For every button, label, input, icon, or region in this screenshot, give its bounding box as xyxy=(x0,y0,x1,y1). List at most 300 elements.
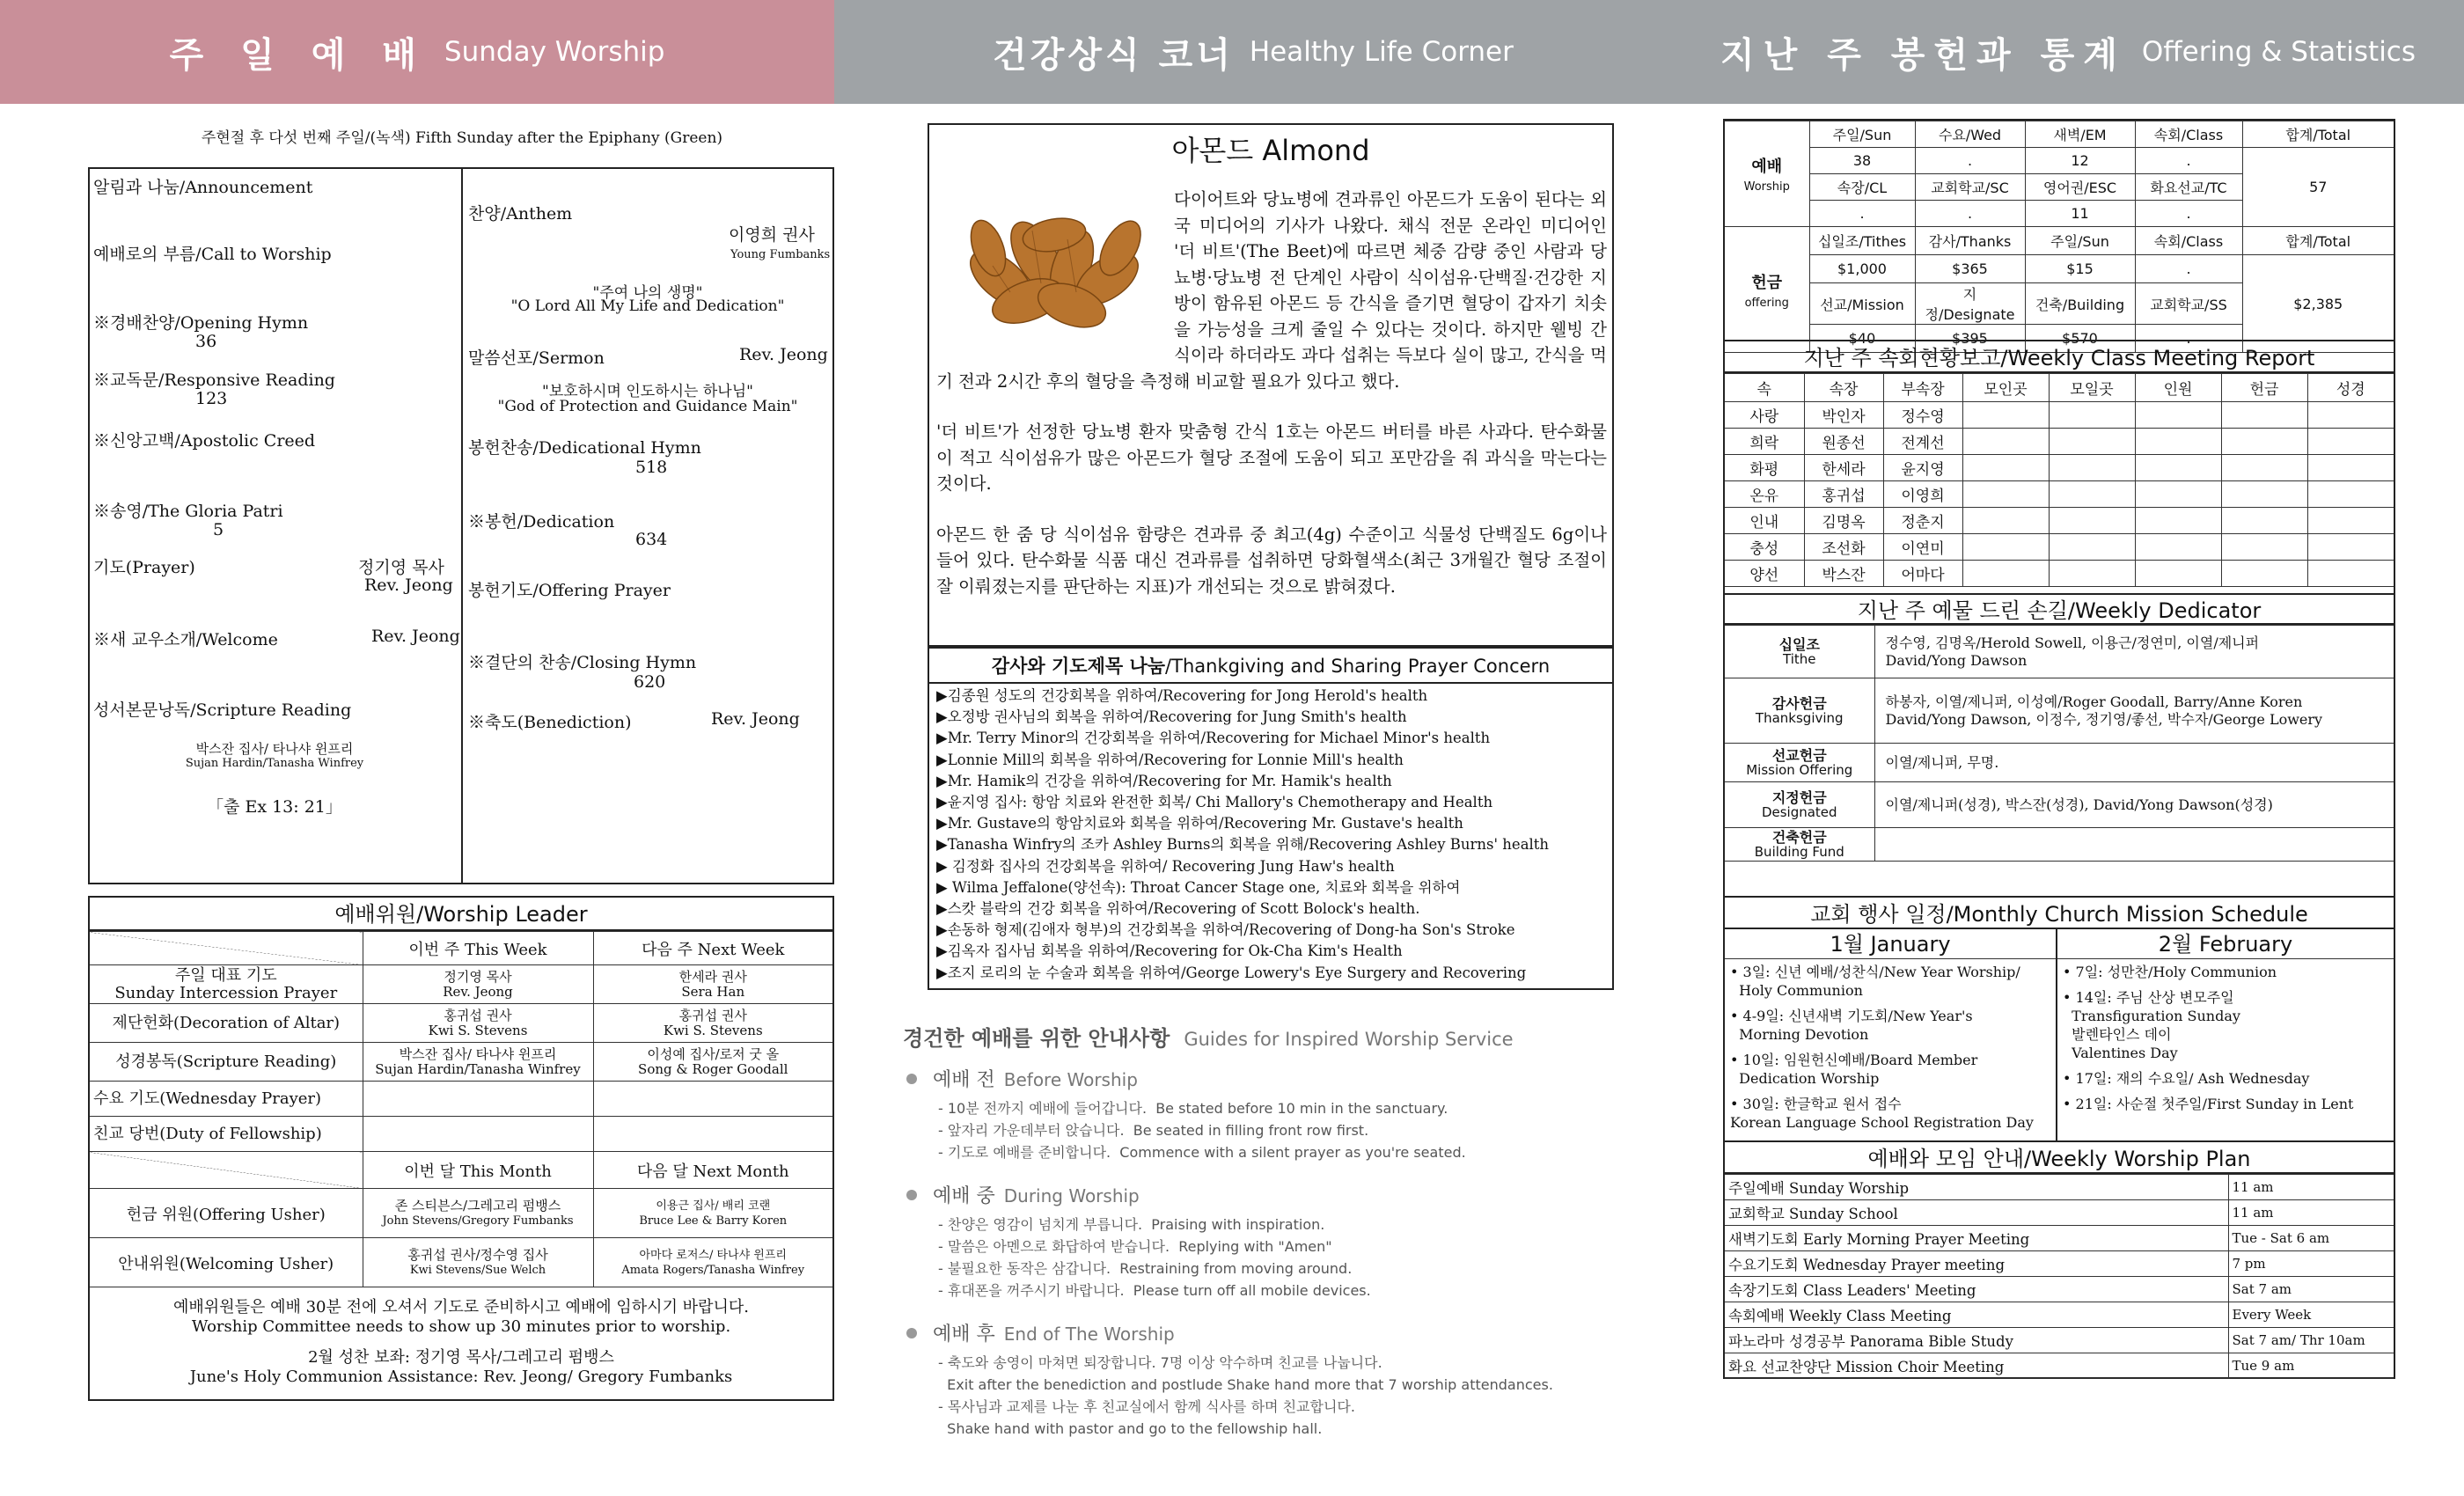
off-head-thanks: 감사/Thanks xyxy=(1915,227,2025,255)
schedule-body xyxy=(1725,929,2394,1140)
leader-name-ko: 정기영 목사 xyxy=(444,968,512,985)
class-cell xyxy=(2049,534,2135,561)
att-val-cl: . xyxy=(1809,201,1915,227)
off-head-designate: 지정/Designate xyxy=(1915,283,2025,325)
att-head-class: 속회/Class xyxy=(2135,121,2242,148)
prayer-item: ▶조지 로리의 눈 수술과 회복을 위하여/George Lowery's Eye Surgery and Recovering xyxy=(936,964,1527,981)
header-healthy-life xyxy=(834,0,1672,104)
usher-name-en: Kwi Stevens/Sue Welch xyxy=(409,1263,546,1277)
class-cell: 정수영 xyxy=(1883,402,1962,429)
plan-time: Tue 9 am xyxy=(2228,1353,2394,1379)
image-spacer xyxy=(936,187,1174,354)
usher-name-ko: 이용근 집사/ 배리 코랜 xyxy=(656,1199,771,1213)
leader-name-en: Kwi S. Stevens xyxy=(663,1022,763,1038)
leader-this-week xyxy=(363,1004,593,1043)
class-cell xyxy=(2221,455,2307,481)
class-cell xyxy=(2307,429,2394,455)
att-head-esc: 영어권/ESC xyxy=(2025,174,2135,201)
usher-row xyxy=(90,1189,832,1238)
schedule-item: • 14일: 주님 산상 변모주일 Transfiguration Sunday 발렌타인스 데이 Valentines Day xyxy=(2063,989,2240,1061)
off-val-sun: $15 xyxy=(2025,255,2135,283)
plan-row xyxy=(1725,1251,2394,1277)
class-row xyxy=(1725,561,2394,587)
dedication-hymn-number: 518 xyxy=(635,458,668,477)
dedicator-row xyxy=(1725,744,2394,782)
plan-row xyxy=(1725,1328,2394,1353)
leader-row xyxy=(90,1117,832,1152)
dedicator-row xyxy=(1725,626,2394,678)
class-cell: 원종선 xyxy=(1804,429,1883,455)
call-to-worship: 예배로의 부름/Call to Worship xyxy=(93,245,332,264)
att-head-total: 합계/Total xyxy=(2242,121,2394,148)
header-title-en: Healthy Life Corner xyxy=(1249,36,1514,68)
class-cell xyxy=(1962,508,2049,534)
plan-time: Tue - Sat 6 am xyxy=(2228,1226,2394,1251)
prayer: 기도(Prayer) xyxy=(93,558,195,577)
class-cell: 어마다 xyxy=(1883,561,1962,587)
welcome: ※새 교우소개/Welcome xyxy=(93,630,278,649)
leader-next-week xyxy=(593,1043,832,1082)
plan-time: Sat 7 am xyxy=(2228,1277,2394,1302)
class-row xyxy=(1725,455,2394,481)
att-val-sun: 38 xyxy=(1809,148,1915,174)
class-cell: 이연미 xyxy=(1883,534,1962,561)
dedicator-category-ko: 감사헌금 xyxy=(1771,694,1827,712)
class-cell xyxy=(1962,534,2049,561)
guide-line: - 말씀은 아멘으로 화답하여 받습니다. Replying with "Amen" xyxy=(938,1238,1332,1255)
usher-role: 안내위원(Welcoming Usher) xyxy=(90,1238,363,1287)
att-val-sc: . xyxy=(1915,201,2025,227)
guides-title xyxy=(903,1021,1514,1052)
plan-time: 11 am xyxy=(2228,1200,2394,1226)
benediction: ※축도(Benediction) xyxy=(468,713,632,732)
class-cell xyxy=(1962,455,2049,481)
class-report-title: 지난 주 속회현황보고/Weekly Class Meeting Report xyxy=(1725,340,2394,373)
off-val-tithes: $1,000 xyxy=(1809,255,1915,283)
bullet-dot-icon xyxy=(906,1074,917,1084)
plan-row xyxy=(1725,1353,2394,1379)
guide-line: Shake hand with pastor and go to the fellowship hall. xyxy=(938,1420,1323,1437)
anthem-leader-ko: 이영희 권사 xyxy=(729,225,815,245)
col-next-month: 다음 달 Next Month xyxy=(593,1152,832,1189)
guide-line: - 불필요한 동작은 삼갑니다. Restraining from moving around. xyxy=(938,1260,1353,1277)
plan-time: 11 am xyxy=(2228,1175,2394,1200)
guides-title-ko: 경건한 예배를 위한 안내사항 xyxy=(903,1026,1170,1051)
class-header-cell: 헌금 xyxy=(2221,374,2307,402)
att-head-cl: 속장/CL xyxy=(1809,174,1915,201)
scripture-readers-en: Sujan Hardin/Tanasha Winfrey xyxy=(185,757,364,770)
guide-line: - 찬양은 영감이 넘치게 부릅니다. Praising with inspiration. xyxy=(938,1216,1325,1233)
worship-order-box xyxy=(88,167,834,884)
leader-role: 제단헌화(Decoration of Altar) xyxy=(90,1004,363,1043)
leader-name-en: Sujan Hardin/Tanasha Winfrey xyxy=(375,1060,581,1077)
leader-role: 주일 대표 기도 Sunday Intercession Prayer xyxy=(90,965,363,1004)
schedule-item: • 17일: 재의 수요일/ Ash Wednesday xyxy=(2063,1070,2310,1087)
header-title-en: Sunday Worship xyxy=(444,36,665,68)
plan-event: 속장기도회 Class Leaders' Meeting xyxy=(1725,1277,2228,1302)
class-cell: 이영희 xyxy=(1883,481,1962,508)
anthem-title-ko: "주여 나의 생명" xyxy=(592,284,703,302)
class-row xyxy=(1725,429,2394,455)
leader-name-ko: 박스잔 집사/ 타나샤 윈프리 xyxy=(399,1045,557,1062)
leader-this-week xyxy=(363,1043,593,1082)
communion-note-en: June's Holy Communion Assistance: Rev. Jeong/ Gregory Fumbanks xyxy=(189,1368,733,1386)
class-cell: 온유 xyxy=(1725,481,1804,508)
dedicator-category-en: Tithe xyxy=(1783,650,1816,667)
class-cell xyxy=(2049,508,2135,534)
leader-name-en: Rev. Jeong xyxy=(443,983,513,1000)
schedule-item: • 30일: 한글학교 원서 접수 Korean Language School Registration Day xyxy=(1730,1096,2034,1131)
prayer-item: ▶Mr. Hamik의 건강을 위하여/Recovering for Mr. Hamik's health xyxy=(936,772,1392,789)
dedicator-category-ko: 십일조 xyxy=(1778,635,1820,653)
class-cell xyxy=(2049,561,2135,587)
dedicator-category xyxy=(1725,828,1874,862)
schedule-item: • 3일: 신년 예배/성찬식/New Year Worship/ Holy Communion xyxy=(1730,964,2020,999)
opening-hymn-number: 36 xyxy=(195,332,217,351)
prayer-item: ▶손동하 형제(김애자 형부)의 건강회복을 위하여/Recovering of Dong-ha Son's Stroke xyxy=(936,921,1515,939)
off-total: $2,385 xyxy=(2242,255,2394,353)
welcome-by: Rev. Jeong xyxy=(371,627,460,646)
plan-time: 7 pm xyxy=(2228,1251,2394,1277)
guide-heading-en: During Worship xyxy=(1003,1185,1140,1206)
class-cell xyxy=(2049,455,2135,481)
class-cell xyxy=(1962,481,2049,508)
leader-this-week xyxy=(363,965,593,1004)
class-header-cell: 인원 xyxy=(2135,374,2221,402)
anthem-title-en: "O Lord All My Life and Dedication" xyxy=(510,297,785,315)
scripture-reading: 성서본문낭독/Scripture Reading xyxy=(93,700,352,720)
dedicator-category xyxy=(1725,626,1874,678)
plan-event: 주일예배 Sunday Worship xyxy=(1725,1175,2228,1200)
almond-paragraph-2: '더 비트'가 선정한 당뇨병 환자 맞춤형 간식 1호는 아몬드 버터를 바른 사과다. 탄수화물이 적고 식이섬유가 많은 아몬드가 혈당 조절에 도움이 되고 포만감을 줘 과식을 막는다는 것이다. xyxy=(936,422,1607,494)
almond-paragraph-3: 아몬드 한 줌 당 식이섬유 함량은 견과류 중 최고(4g) 수준이고 식물성 단백질도 6g이나 들어 있다. 탄수화물 식품 대신 견과류를 섭취하면 당화혈색소(최근 3개월간 혈당 조절이 잘 이뤄졌는지를 판단하는 지표)가 개선되는 것으로 밝혀졌다. xyxy=(936,524,1607,597)
dedicator-row xyxy=(1725,678,2394,744)
class-cell xyxy=(1962,429,2049,455)
prayer-item: ▶ Wilma Jeffalone(양선속): Throat Cancer Stage one, 치료와 회복을 위하여 xyxy=(936,878,1461,896)
apostolic-creed: ※신앙고백/Apostolic Creed xyxy=(93,431,316,451)
leader-note-en: Worship Committee needs to show up 30 minutes prior to worship. xyxy=(191,1317,731,1336)
offering-prayer: 봉헌기도/Offering Prayer xyxy=(468,581,671,600)
attendance-offering-table xyxy=(1725,121,2394,353)
dedicator-table xyxy=(1725,625,2394,862)
guide-heading-en: Before Worship xyxy=(1003,1069,1138,1090)
dedicator-names: 하봉자, 이열/제니퍼, 이성예/Roger Goodall, Barry/Anne Koren David/Yong Dawson, 이정수, 정기영/좋선, 박수자/George Lowery xyxy=(1874,678,2394,744)
class-cell xyxy=(2307,481,2394,508)
att-val-wed: . xyxy=(1915,148,2025,174)
dedicator-names: 정수영, 김명옥/Herold Sowell, 이용근/정연미, 이열/제니퍼 David/Yong Dawson xyxy=(1874,626,2394,678)
guide-heading xyxy=(903,1181,1660,1208)
dedicator-names xyxy=(1874,828,2394,862)
plan-row xyxy=(1725,1277,2394,1302)
header-title-ko: 건강상식 코너 xyxy=(993,34,1234,76)
dedicator-title: 지난 주 예물 드린 손길/Weekly Dedicator xyxy=(1725,593,2394,625)
usher-name-en: John Stevens/Gregory Fumbanks xyxy=(382,1214,574,1228)
worship-leader-title: 예배위원/Worship Leader xyxy=(90,898,832,931)
schedule-item: • 21일: 사순절 첫주일/First Sunday in Lent xyxy=(2063,1096,2354,1112)
plan-event: 파노라마 성경공부 Panorama Bible Study xyxy=(1725,1328,2228,1353)
att-val-tc: . xyxy=(2135,201,2242,227)
class-cell xyxy=(2221,508,2307,534)
att-val-class: . xyxy=(2135,148,2242,174)
prayer-leader-en: Rev. Jeong xyxy=(364,576,453,595)
gloria-patri: ※송영/The Gloria Patri xyxy=(93,502,283,521)
schedule-item: • 7일: 성만찬/Holy Communion xyxy=(2063,964,2277,980)
off-head-ss: 교회학교/SS xyxy=(2135,283,2242,325)
dedicator-category-en: Thanksgiving xyxy=(1755,709,1844,726)
off-val-mission: $40 xyxy=(1809,325,1915,353)
header-sunday-worship xyxy=(0,0,834,104)
guides-list xyxy=(903,1065,1660,1457)
leader-name-ko: 이성예 집사/로저 굿 올 xyxy=(647,1045,780,1062)
att-head-tc: 화요선교/TC xyxy=(2135,174,2242,201)
worship-subtitle: 주현절 후 다섯 번째 주일/(녹색) Fifth Sunday after the Epiphany (Green) xyxy=(201,129,723,147)
class-cell xyxy=(2307,455,2394,481)
prayer-title-en: /Thankgiving and Sharing Prayer Concern xyxy=(1165,656,1551,677)
schedule-january: 1월 January xyxy=(1725,929,2056,959)
off-head-mission: 선교/Mission xyxy=(1809,283,1915,325)
off-val-building: $570 xyxy=(2025,325,2135,353)
class-cell xyxy=(2135,508,2221,534)
usher-this-month xyxy=(363,1238,593,1287)
benediction-by: Rev. Jeong xyxy=(711,709,800,729)
class-header-cell: 속장 xyxy=(1804,374,1883,402)
class-header-cell: 속 xyxy=(1725,374,1804,402)
class-cell xyxy=(2135,534,2221,561)
class-cell xyxy=(2135,429,2221,455)
off-head-class: 속회/Class xyxy=(2135,227,2242,255)
guide-line: - 10분 전까지 예배에 들어갑니다. Be stated before 10 min in the sanctuary. xyxy=(938,1100,1448,1117)
sermon-title-en: "God of Protection and Guidance Main" xyxy=(497,398,798,415)
att-val-em: 12 xyxy=(2025,148,2135,174)
schedule-item: • 4-9일: 신년새벽 기도회/New Year's Morning Devotion xyxy=(1730,1008,1973,1043)
plan-title: 예배와 모임 안내/Weekly Worship Plan xyxy=(1725,1140,2394,1174)
schedule-item: • 10일: 임원헌신예배/Board Member Dedication Worship xyxy=(1730,1052,1978,1087)
communion-note-ko: 2월 성찬 보좌: 정기영 목사/그레고리 펌뱅스 xyxy=(308,1348,614,1367)
usher-this-month xyxy=(363,1189,593,1238)
att-head-sun: 주일/Sun xyxy=(1809,121,1915,148)
prayer-item: ▶오정방 권사님의 회복을 위하여/Recovering for Jung Smith's health xyxy=(936,708,1407,726)
bullet-dot-icon xyxy=(906,1328,917,1338)
anthem-leader-en: Young Fumbanks xyxy=(730,248,831,261)
class-cell: 양선 xyxy=(1725,561,1804,587)
leader-role: 수요 기도(Wednesday Prayer) xyxy=(90,1082,363,1117)
dedicator-category xyxy=(1725,744,1874,782)
col-this-week: 이번 주 This Week xyxy=(363,932,593,965)
dedicator-names: 이열/제니퍼, 무명. xyxy=(1874,744,2394,782)
guide-heading xyxy=(903,1319,1660,1346)
class-cell xyxy=(2307,534,2394,561)
scripture-verse: 「출 Ex 13: 21」 xyxy=(207,797,342,817)
col-next-week: 다음 주 Next Week xyxy=(593,932,832,965)
class-row xyxy=(1725,481,2394,508)
leader-role: 친교 당번(Duty of Fellowship) xyxy=(90,1117,363,1152)
guide-line: - 휴대폰을 꺼주시기 바랍니다. Please turn off all mobile devices. xyxy=(938,1282,1371,1299)
plan-row xyxy=(1725,1175,2394,1200)
attendance-label: 예배 Worship xyxy=(1725,121,1809,227)
class-cell xyxy=(2221,561,2307,587)
usher-next-month xyxy=(593,1189,832,1238)
guide-heading-ko: 예배 중 xyxy=(933,1185,995,1207)
prayer-leader-ko: 정기영 목사 xyxy=(358,558,444,577)
guide-line: - 축도와 송영이 마쳐면 퇴장합니다. 7명 이상 악수하며 친교를 나눕니다. xyxy=(938,1354,1382,1371)
header-title-ko: 주 일 예 배 xyxy=(169,34,429,76)
col-this-month: 이번 달 This Month xyxy=(363,1152,593,1189)
class-cell xyxy=(2049,481,2135,508)
off-head-sun: 주일/Sun xyxy=(2025,227,2135,255)
class-cell: 충성 xyxy=(1725,534,1804,561)
plan-event: 화요 선교찬양단 Mission Choir Meeting xyxy=(1725,1353,2228,1379)
guides-title-en: Guides for Inspired Worship Service xyxy=(1184,1029,1514,1050)
leader-next-week xyxy=(593,1117,832,1152)
guide-line: - 기도로 예배를 준비합니다. Commence with a silent prayer as you're seated. xyxy=(938,1144,1466,1161)
class-cell xyxy=(1962,561,2049,587)
leader-name-ko: 홍귀섭 권사 xyxy=(678,1007,747,1023)
leader-this-week xyxy=(363,1117,593,1152)
att-head-sc: 교회학교/SC xyxy=(1915,174,2025,201)
prayer-item: ▶Mr. Terry Minor의 건강회복을 위하여/Recovering for Michael Minor's health xyxy=(936,730,1491,747)
class-cell: 전계선 xyxy=(1883,429,1962,455)
prayer-item: ▶김옥자 집사님 회복을 위하여/Recovering for Ok-Cha Kim's Health xyxy=(936,942,1403,960)
guide-section xyxy=(903,1065,1660,1163)
usher-name-en: Bruce Lee & Barry Koren xyxy=(639,1214,788,1228)
leader-row xyxy=(90,965,832,1004)
almond-article-box xyxy=(928,123,1614,647)
announcement: 알림과 나눔/Announcement xyxy=(93,178,313,197)
class-cell: 조선화 xyxy=(1804,534,1883,561)
leader-row xyxy=(90,1043,832,1082)
prayer-item: ▶ 김정화 집사의 건강회복을 위하여/ Recovering Jung Haw's health xyxy=(936,857,1395,875)
leader-next-week xyxy=(593,1082,832,1117)
sermon: 말씀선포/Sermon xyxy=(468,348,605,368)
class-cell: 한세라 xyxy=(1804,455,1883,481)
leader-role: 성경봉독(Scripture Reading) xyxy=(90,1043,363,1082)
prayer-title-ko: 감사와 기도제목 나눔 xyxy=(991,656,1166,677)
bullet-dot-icon xyxy=(906,1190,917,1200)
guide-line: Exit after the benediction and postlude Shake hand more that 7 worship attendances. xyxy=(938,1376,1553,1393)
plan-event: 새벽기도회 Early Morning Prayer Meeting xyxy=(1725,1226,2228,1251)
class-header-cell: 부속장 xyxy=(1883,374,1962,402)
class-cell: 사랑 xyxy=(1725,402,1804,429)
class-cell xyxy=(2135,402,2221,429)
dedicator-names: 이열/제니퍼(성경), 박스잔(성경), David/Yong Dawson(성경) xyxy=(1874,782,2394,828)
dedication: ※봉헌/Dedication xyxy=(468,512,615,532)
dedicator-category-en: Building Fund xyxy=(1754,843,1844,860)
guide-line: - 목사님과 교제를 나눈 후 친교실에서 함께 식사를 하며 친교합니다. xyxy=(938,1398,1355,1415)
off-val-ss: . xyxy=(2135,325,2242,353)
class-report-table xyxy=(1725,373,2394,587)
class-cell xyxy=(2135,481,2221,508)
dedication-number: 634 xyxy=(635,530,668,549)
prayer-concern-box xyxy=(928,647,1614,990)
off-head-building: 건축/Building xyxy=(2025,283,2135,325)
dedicator-category-en: Mission Offering xyxy=(1746,761,1853,778)
leader-row xyxy=(90,1082,832,1117)
opening-hymn: ※경배찬양/Opening Hymn xyxy=(93,313,309,333)
header-offering-stats xyxy=(1672,0,2464,104)
sermon-by: Rev. Jeong xyxy=(739,345,828,364)
usher-name-ko: 존 스티븐스/그레고리 펌뱅스 xyxy=(394,1197,561,1214)
dedicator-category-en: Designated xyxy=(1761,803,1837,820)
prayer-item: ▶Mr. Gustave의 항암치료와 회복을 위하여/Recovering Mr. Gustave's health xyxy=(936,815,1463,832)
class-cell xyxy=(2135,561,2221,587)
leader-next-week xyxy=(593,965,832,1004)
dedication-hymn: 봉헌찬송/Dedicational Hymn xyxy=(468,438,701,458)
leader-note-ko: 예배위원들은 예배 30분 전에 오셔서 기도로 준비하시고 예배에 임하시기 바랍니다. xyxy=(173,1298,749,1316)
usher-next-month xyxy=(593,1238,832,1287)
plan-row xyxy=(1725,1302,2394,1328)
off-head-tithes: 십일조/Tithes xyxy=(1809,227,1915,255)
closing-hymn: ※결단의 찬송/Closing Hymn xyxy=(468,653,697,672)
almond-title: 아몬드 Almond xyxy=(1171,134,1370,167)
class-cell xyxy=(2135,455,2221,481)
class-cell: 윤지영 xyxy=(1883,455,1962,481)
plan-time: Sat 7 am/ Thr 10am xyxy=(2228,1328,2394,1353)
scripture-readers-ko: 박스잔 집사/ 타나샤 윈프리 xyxy=(195,741,354,757)
class-cell xyxy=(2307,402,2394,429)
class-cell xyxy=(2307,508,2394,534)
guide-section xyxy=(903,1319,1660,1440)
header-title-en: Offering & Statistics xyxy=(2141,36,2416,68)
leader-name-en: Song & Roger Goodall xyxy=(638,1060,788,1077)
leader-name-ko: 홍귀섭 권사 xyxy=(444,1007,512,1023)
offering-label: 헌금 offering xyxy=(1725,227,1809,353)
prayer-item: ▶김종원 성도의 건강회복을 위하여/Recovering for Jong Herold's health xyxy=(936,687,1428,704)
off-val-class: . xyxy=(2135,255,2242,283)
att-head-em: 새벽/EM xyxy=(2025,121,2135,148)
class-row xyxy=(1725,402,2394,429)
gloria-number: 5 xyxy=(213,520,224,539)
class-cell: 홍귀섭 xyxy=(1804,481,1883,508)
dedicator-category-ko: 건축헌금 xyxy=(1771,828,1827,846)
prayer-item: ▶스캇 블락의 건강 회복을 위하여/Recovering of Scott Bolock's health. xyxy=(936,900,1420,918)
worship-leader-box xyxy=(88,896,834,1401)
att-head-wed: 수요/Wed xyxy=(1915,121,2025,148)
dedicator-category-ko: 지정헌금 xyxy=(1771,788,1827,806)
class-cell xyxy=(2221,481,2307,508)
guide-heading-ko: 예배 전 xyxy=(933,1069,995,1091)
off-val-designate: $395 xyxy=(1915,325,2025,353)
class-cell xyxy=(2307,561,2394,587)
guide-heading xyxy=(903,1065,1660,1092)
usher-name-en: Amata Rogers/Tanasha Winfrey xyxy=(621,1263,805,1277)
class-header-cell: 모인곳 xyxy=(1962,374,2049,402)
plan-time: Every Week xyxy=(2228,1302,2394,1328)
class-header-cell: 성경 xyxy=(2307,374,2394,402)
class-cell: 정춘지 xyxy=(1883,508,1962,534)
plan-row xyxy=(1725,1226,2394,1251)
leader-this-week xyxy=(363,1082,593,1117)
off-head-total: 합계/Total xyxy=(2242,227,2394,255)
responsive-reading: ※교독문/Responsive Reading xyxy=(93,370,335,390)
class-cell xyxy=(2221,429,2307,455)
almond-paragraph-1: 다이어트와 당뇨병에 견과류인 아몬드가 도움이 된다는 외국 미디어의 기사가 나왔다. 채식 전문 온라인 미디어인 '더 비트'(The Beet)에 따르면 체중 감량 중인 사람과 당뇨병·당뇨병 전 단계인 사람이 식이섬유·단백질·건강한 지방이 함유된 아몬드 등 간식을 즐기면 혈당이 갑자기 치솟을 가능성을 크게 줄일 수 있다는 것이다. 하지만 웰빙 간식이라 하더라도 과다 섭취는 득보다 실이 많고, 간식을 먹기 전과 2시간 후의 혈당을 측정해 비교할 필요가 있다고 했다. xyxy=(936,189,1607,392)
header-title-ko: 지난 주 봉헌과 통계 xyxy=(1720,34,2126,76)
leader-name-ko: 한세라 권사 xyxy=(678,968,747,985)
guide-heading-en: End of The Worship xyxy=(1003,1324,1175,1345)
class-cell: 박스잔 xyxy=(1804,561,1883,587)
class-cell xyxy=(2221,534,2307,561)
leader-row xyxy=(90,1004,832,1043)
class-row xyxy=(1725,508,2394,534)
usher-name-ko: 아마다 로저스/ 타나샤 윈프리 xyxy=(639,1248,787,1262)
schedule-title: 교회 행사 일정/Monthly Church Mission Schedule xyxy=(1725,896,2394,929)
class-cell xyxy=(2221,402,2307,429)
dedicator-category xyxy=(1725,782,1874,828)
closing-hymn-number: 620 xyxy=(634,672,666,692)
class-cell xyxy=(1962,402,2049,429)
guide-line: - 앞자리 가운데부터 앉습니다. Be seated in filling front row first. xyxy=(938,1122,1369,1139)
dedicator-category-ko: 선교헌금 xyxy=(1771,746,1827,764)
